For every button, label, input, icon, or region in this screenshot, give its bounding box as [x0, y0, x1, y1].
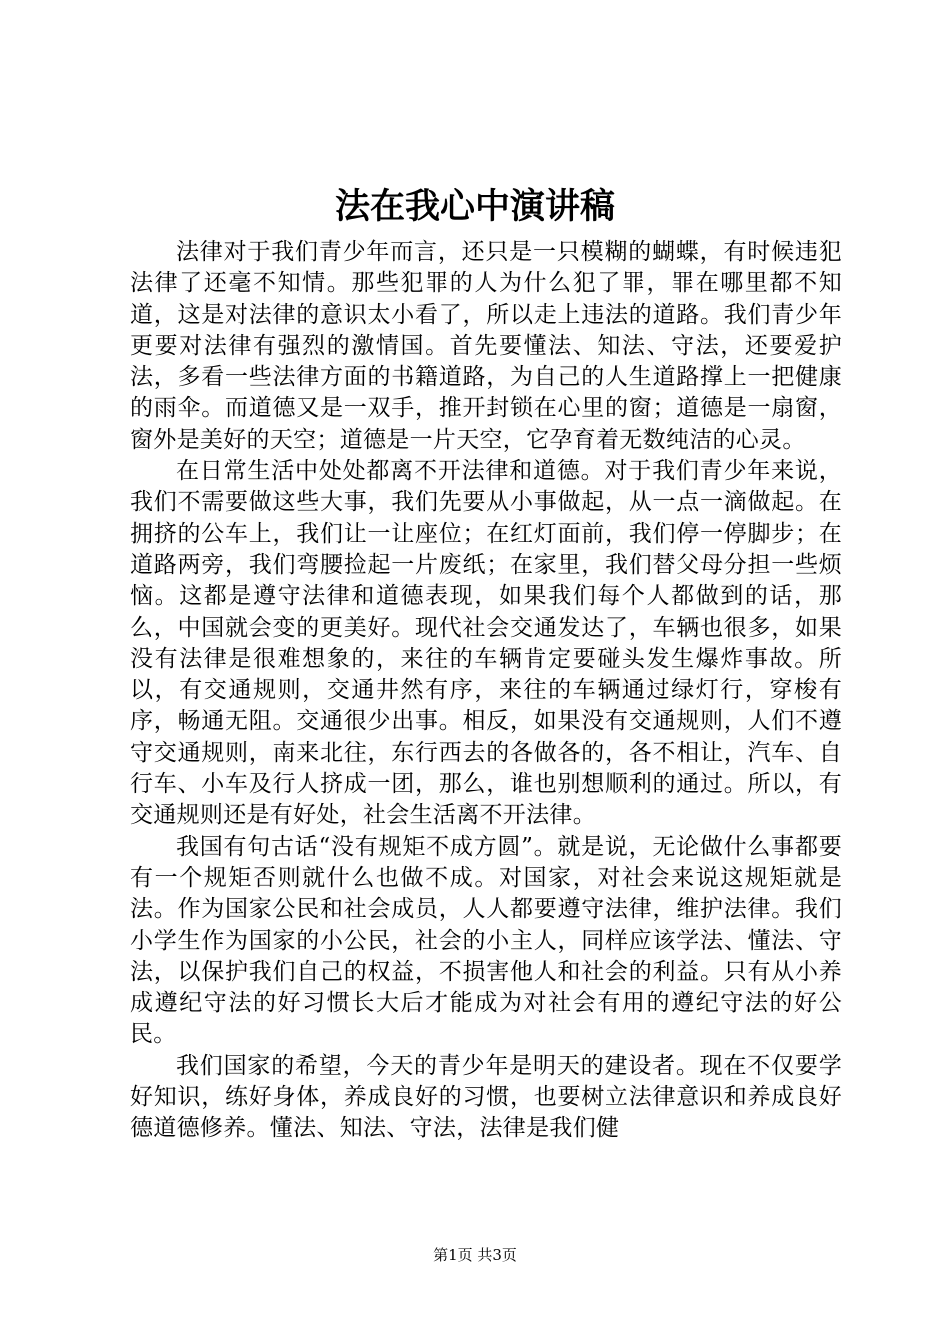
page-title: 法在我心中演讲稿: [334, 186, 615, 227]
paragraph-3: 我国有句古话“没有规矩不成方圆”。就是说，无论做什么事都要有一个规矩否则就什么也做不成。对国家，对社会来说这规矩就是法。作为国家公民和社会成员，人人都要遵守法律，维护法律。我们小学生作为国家的小公民，社会的小主人，同样应该学法、懂法、守法，以保护我们自己的权益，不损害他人和社会的利益。只有从小养成遵纪守法的好习惯长大后才能成为对社会有用的遵纪守法的好公民。: [130, 833, 842, 1048]
page-footer: 第1页 共3页: [433, 1246, 517, 1264]
paragraph-2: 在日常生活中处处都离不开法律和道德。对于我们青少年来说，我们不需要做这些大事，我们先要从小事做起，从一点一滴做起。在拥挤的公车上，我们让一让座位；在红灯面前，我们停一停脚步；在道路两旁，我们弯腰捡起一片废纸；在家里，我们替父母分担一些烦恼。这都是遵守法律和道德表现，如果我们每个人都做到的话，那么，中国就会变的更美好。现代社会交通发达了，车辆也很多，如果没有法律是很难想象的，来往的车辆肯定要碰头发生爆炸事故。所以，有交通规则，交通井然有序，来往的车辆通过绿灯行，穿梭有序，畅通无阻。交通很少出事。相反，如果没有交通规则，人们不遵守交通规则，南来北往，东行西去的各做各的，各不相让，汽车、自行车、小车及行人挤成一团，那么，谁也别想顺利的通过。所以，有交通规则还是有好处，社会生活离不开法律。: [130, 458, 842, 829]
document-body: [130, 237, 842, 1145]
paragraph-4: 我们国家的希望，今天的青少年是明天的建设者。现在不仅要学好知识，练好身体，养成良好的习惯，也要树立法律意识和养成良好德道德修养。懂法、知法、守法，法律是我们健: [130, 1052, 842, 1142]
paragraph-1: 法律对于我们青少年而言，还只是一只模糊的蝴蝶，有时候违犯法律了还毫不知情。那些犯罪的人为什么犯了罪，罪在哪里都不知道，这是对法律的意识太小看了，所以走上违法的道路。我们青少年更要对法律有强烈的激情国。首先要懂法、知法、守法，还要爱护法，多看一些法律方面的书籍道路，为自己的人生道路撑上一把健康的雨伞。而道德又是一双手，推开封锁在心里的窗；道德是一扇窗，窗外是美好的天空；道德是一片天空，它孕育着无数纯洁的心灵。: [130, 239, 842, 453]
